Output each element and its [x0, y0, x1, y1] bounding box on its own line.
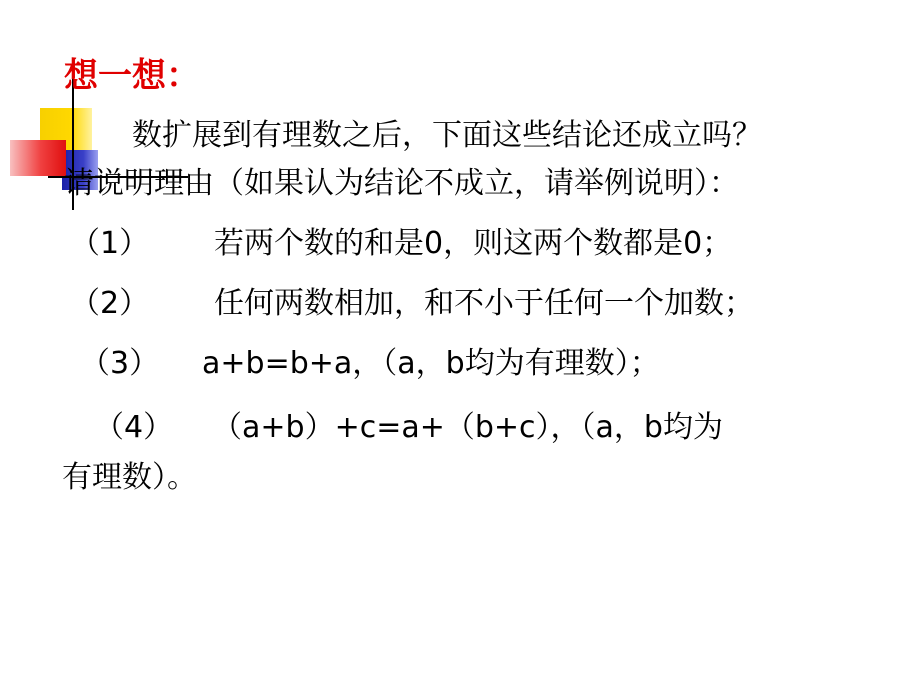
slide-title: 想一想：	[64, 56, 200, 96]
list-item	[0, 346, 900, 386]
list-item	[0, 410, 900, 450]
item-text: （a+b）+c=a+（b+c），（a，b均为	[212, 410, 723, 445]
item-number: （4）	[94, 410, 174, 445]
item-text: 任何两数相加，和不小于任何一个加数；	[214, 286, 754, 321]
instruction-text: 请说明理由（如果认为结论不成立，请举例说明）：	[64, 166, 739, 201]
decorative-red-square	[10, 140, 66, 176]
item-text: 若两个数的和是0，则这两个数都是0；	[214, 226, 733, 261]
item-number: （3）	[80, 346, 160, 381]
item-text: a+b=b+a，（a，b均为有理数）；	[202, 346, 660, 381]
list-item	[0, 286, 900, 326]
item-number: （1）	[70, 226, 150, 261]
list-item	[0, 226, 900, 266]
intro-question: 数扩展到有理数之后，下面这些结论还成立吗？	[132, 118, 762, 153]
item-text-continuation: 有理数）。	[62, 460, 197, 495]
item-number: （2）	[70, 286, 150, 321]
